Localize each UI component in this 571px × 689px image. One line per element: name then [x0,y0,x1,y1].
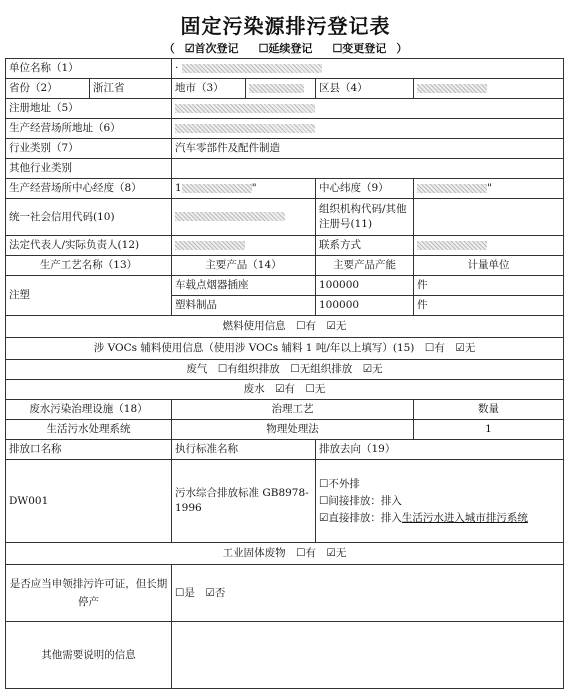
dest-direct-target: 生活污水进入城市排污系统 [401,511,528,524]
renewal-registration-checkbox[interactable]: ☐延续登记 [258,42,313,55]
county-value[interactable] [414,79,564,99]
longitude-prefix: 1 [175,182,182,194]
product-unit[interactable]: 件 [414,276,564,296]
product-header: 主要产品（14） [172,256,316,276]
outlet-standard[interactable]: 污水综合排放标准 GB8978-1996 [172,460,316,543]
city-value[interactable] [246,79,316,99]
province-label: 省份（2） [6,79,90,99]
registered-address-value[interactable] [172,99,564,119]
solid-waste-info[interactable]: 工业固体废物 ☐有 ☑无 [6,543,564,565]
industry-value[interactable]: 汽车零部件及配件制造 [172,139,564,159]
treatment-count-header: 数量 [414,400,564,420]
longitude-suffix: " [251,182,257,194]
redacted-value [175,124,315,133]
redacted-value [175,241,245,250]
redacted-value [417,241,487,250]
process-header: 生产工艺名称（13） [6,256,172,276]
permit-options[interactable] [172,565,564,622]
fuel-info[interactable]: 燃料使用信息 ☐有 ☑无 [6,316,564,338]
contact-label: 联系方式 [316,236,414,256]
latitude-value[interactable] [414,179,564,199]
outlet-name[interactable]: DW001 [6,460,172,543]
outlet-destination[interactable] [316,460,564,543]
redacted-value [249,84,304,93]
legal-rep-value[interactable] [172,236,316,256]
registration-table [5,58,564,689]
treatment-process[interactable]: 物理处理法 [172,420,414,440]
org-code-value[interactable] [414,199,564,236]
production-address-value[interactable] [172,119,564,139]
change-registration-checkbox[interactable]: ☐变更登记 [332,42,387,55]
outlet-name-header: 排放口名称 [6,440,172,460]
redacted-value [182,184,252,193]
paren-close: ） [396,42,408,55]
longitude-label: 生产经营场所中心经度（8） [6,179,172,199]
other-info-value[interactable] [172,622,564,689]
org-code-label: 组织机构代码/其他注册号(11) [316,199,414,236]
product-capacity[interactable]: 100000 [316,276,414,296]
dest-direct-checkbox[interactable] [319,510,560,527]
redacted-value [182,64,322,73]
province-value[interactable]: 浙江省 [90,79,172,99]
legal-rep-label: 法定代表人/实际负责人(12) [6,236,172,256]
latitude-suffix: " [487,182,492,194]
product-name[interactable]: 塑料制品 [172,296,316,316]
redacted-value [175,212,285,221]
other-info-label: 其他需要说明的信息 [6,622,172,689]
first-registration-checkbox[interactable]: ☑首次登记 [184,42,239,55]
latitude-label: 中心纬度（9） [316,179,414,199]
redacted-value [417,184,487,193]
registration-type [0,40,571,56]
product-capacity[interactable]: 100000 [316,296,414,316]
permit-no-checkbox[interactable]: ☑否 [205,586,226,599]
unit-header: 计量单位 [414,256,564,276]
paren-open: （ [163,42,175,55]
industry-label: 行业类别（7） [6,139,172,159]
other-industry-label: 其他行业类别 [6,159,172,179]
redacted-value [175,104,315,113]
product-name[interactable]: 车载点烟器插座 [172,276,316,296]
county-label: 区县（4） [316,79,414,99]
unit-name-value[interactable]: · [172,59,564,79]
contact-value[interactable] [414,236,564,256]
other-industry-value[interactable] [172,159,564,179]
destination-header: 排放去向（19） [316,440,564,460]
dest-direct-label: ☑直接排放：排入 [319,511,402,524]
product-unit[interactable]: 件 [414,296,564,316]
permit-yes-checkbox[interactable]: ☐是 [175,586,195,599]
treatment-count[interactable]: 1 [414,420,564,440]
credit-code-value[interactable] [172,199,316,236]
treatment-facility-header: 废水污染治理设施（18） [6,400,172,420]
dest-none-checkbox[interactable]: ☐不外排 [319,477,360,490]
redacted-value [417,84,487,93]
permit-label: 是否应当申领排污许可证，但长期停产 [6,565,172,622]
waste-water-info[interactable]: 废水 ☑有 ☐无 [6,380,564,400]
form-title: 固定污染源排污登记表 [180,14,391,38]
unit-name-label: 单位名称（1） [6,59,172,79]
registered-address-label: 注册地址（5） [6,99,172,119]
longitude-value[interactable] [172,179,316,199]
waste-gas-info[interactable]: 废气 ☐有组织排放 ☐无组织排放 ☑无 [6,360,564,380]
process-name[interactable]: 注塑 [6,276,172,316]
standard-header: 执行标准名称 [172,440,316,460]
capacity-header: 主要产品产能 [316,256,414,276]
dest-indirect-checkbox[interactable]: ☐间接排放：排入 [319,494,402,507]
treatment-facility[interactable]: 生活污水处理系统 [6,420,172,440]
production-address-label: 生产经营场所地址（6） [6,119,172,139]
vocs-info[interactable]: 涉 VOCs 辅料使用信息（使用涉 VOCs 辅料 1 吨/年以上填写）(15) ☐有 ☑无 [6,338,564,360]
credit-code-label: 统一社会信用代码(10) [6,199,172,236]
city-label: 地市（3） [172,79,246,99]
treatment-process-header: 治理工艺 [172,400,414,420]
